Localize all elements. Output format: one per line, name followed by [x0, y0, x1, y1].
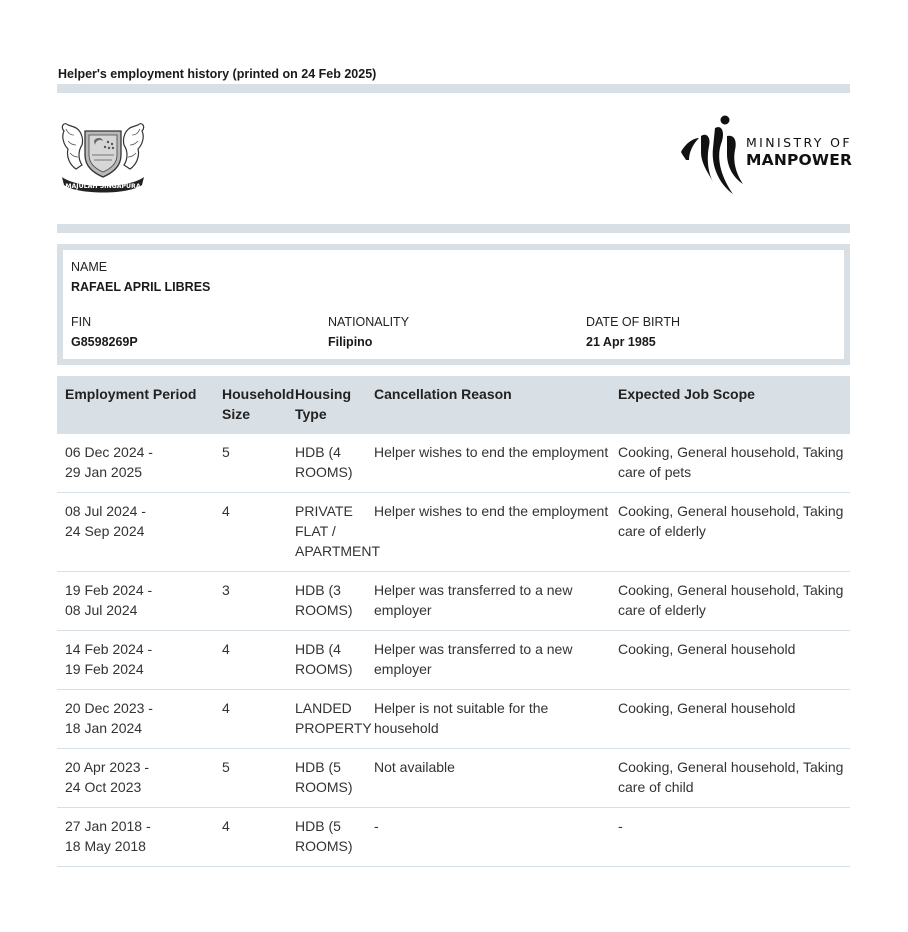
cancellation-reason-cell: - [373, 808, 610, 867]
header-housing-type: Housing Type [294, 376, 373, 434]
mom-logo-icon [679, 114, 745, 200]
housing-type-cell: HDB (4 ROOMS) [294, 631, 373, 690]
cancellation-reason-cell: Not available [373, 749, 610, 808]
header-cancellation-reason: Cancellation Reason [373, 376, 610, 434]
mom-line-2: MANPOWER [746, 150, 853, 169]
employment-period-cell [57, 493, 215, 572]
table-row [57, 749, 850, 808]
period-start: 20 Apr 2023 - [65, 759, 150, 775]
period-end: 24 Sep 2024 [65, 523, 145, 539]
fin-label: FIN [71, 315, 92, 329]
employment-period-cell [57, 808, 215, 867]
job-scope-cell: - [610, 808, 850, 867]
crest-motto: MAJULAH SINGAPURA [65, 183, 141, 190]
job-scope-cell: Cooking, General household, Taking care of child [610, 749, 850, 808]
header-expected-job-scope: Expected Job Scope [610, 376, 850, 434]
cancellation-reason-cell: Helper was transferred to a new employer [373, 572, 610, 631]
period-start: 19 Feb 2024 - [65, 582, 153, 598]
singapore-coat-of-arms-icon [58, 115, 148, 195]
household-size-cell: 3 [215, 572, 294, 631]
period-start: 06 Dec 2024 - [65, 444, 153, 460]
table-row [57, 572, 850, 631]
cancellation-reason-cell: Helper wishes to end the employment [373, 493, 610, 572]
household-size-cell: 4 [215, 493, 294, 572]
period-start: 14 Feb 2024 - [65, 641, 153, 657]
cancellation-reason-cell: Helper is not suitable for the household [373, 690, 610, 749]
household-size-cell: 4 [215, 690, 294, 749]
header-employment-period: Employment Period [57, 376, 215, 434]
cancellation-reason-cell: Helper wishes to end the employment [373, 434, 610, 493]
period-end: 18 May 2018 [65, 838, 146, 854]
housing-type-cell: HDB (3 ROOMS) [294, 572, 373, 631]
nationality-label: NATIONALITY [328, 315, 410, 329]
mom-wordmark [746, 137, 852, 168]
housing-type-cell: HDB (5 ROOMS) [294, 749, 373, 808]
period-start: 27 Jan 2018 - [65, 818, 151, 834]
household-size-cell: 5 [215, 434, 294, 493]
fin-value: G8598269P [71, 335, 138, 349]
employment-period-cell [57, 631, 215, 690]
table-row [57, 493, 850, 572]
job-scope-cell: Cooking, General household, Taking care of elderly [610, 493, 850, 572]
period-start: 08 Jul 2024 - [65, 503, 146, 519]
employment-period-cell [57, 749, 215, 808]
period-end: 18 Jan 2024 [65, 720, 143, 736]
employment-history-table [57, 376, 850, 867]
housing-type-cell: HDB (4 ROOMS) [294, 434, 373, 493]
household-size-cell: 5 [215, 749, 294, 808]
dob-value: 21 Apr 1985 [586, 335, 656, 349]
mom-line-1: MINISTRY OF [746, 135, 853, 150]
period-end: 19 Feb 2024 [65, 661, 144, 677]
housing-type-cell: PRIVATE FLAT / APARTMENT [294, 493, 373, 572]
job-scope-cell: Cooking, General household, Taking care of elderly [610, 572, 850, 631]
employment-period-cell [57, 572, 215, 631]
header-divider [57, 84, 850, 93]
period-end: 08 Jul 2024 [65, 602, 138, 618]
period-end: 24 Oct 2023 [65, 779, 142, 795]
name-value: RAFAEL APRIL LIBRES [71, 280, 211, 294]
housing-type-cell: HDB (5 ROOMS) [294, 808, 373, 867]
employment-period-cell [57, 690, 215, 749]
print-title: Helper's employment history (printed on 24 Feb 2025) [58, 67, 377, 81]
period-end: 29 Jan 2025 [65, 464, 143, 480]
helper-profile [57, 244, 850, 365]
table-row [57, 631, 850, 690]
household-size-cell: 4 [215, 808, 294, 867]
job-scope-cell: Cooking, General household, Taking care of pets [610, 434, 850, 493]
name-label: NAME [71, 260, 108, 274]
employment-period-cell [57, 434, 215, 493]
table-row [57, 690, 850, 749]
header-household-size: Household Size [215, 376, 294, 434]
period-start: 20 Dec 2023 - [65, 700, 153, 716]
job-scope-cell: Cooking, General household [610, 690, 850, 749]
mom-logo [679, 114, 851, 200]
table-row [57, 434, 850, 493]
nationality-value: Filipino [328, 335, 373, 349]
table-header-row [57, 376, 850, 434]
section-divider [57, 224, 850, 233]
cancellation-reason-cell: Helper was transferred to a new employer [373, 631, 610, 690]
housing-type-cell: LANDED PROPERTY [294, 690, 373, 749]
job-scope-cell: Cooking, General household [610, 631, 850, 690]
table-row [57, 808, 850, 867]
household-size-cell: 4 [215, 631, 294, 690]
dob-label: DATE OF BIRTH [586, 315, 680, 329]
